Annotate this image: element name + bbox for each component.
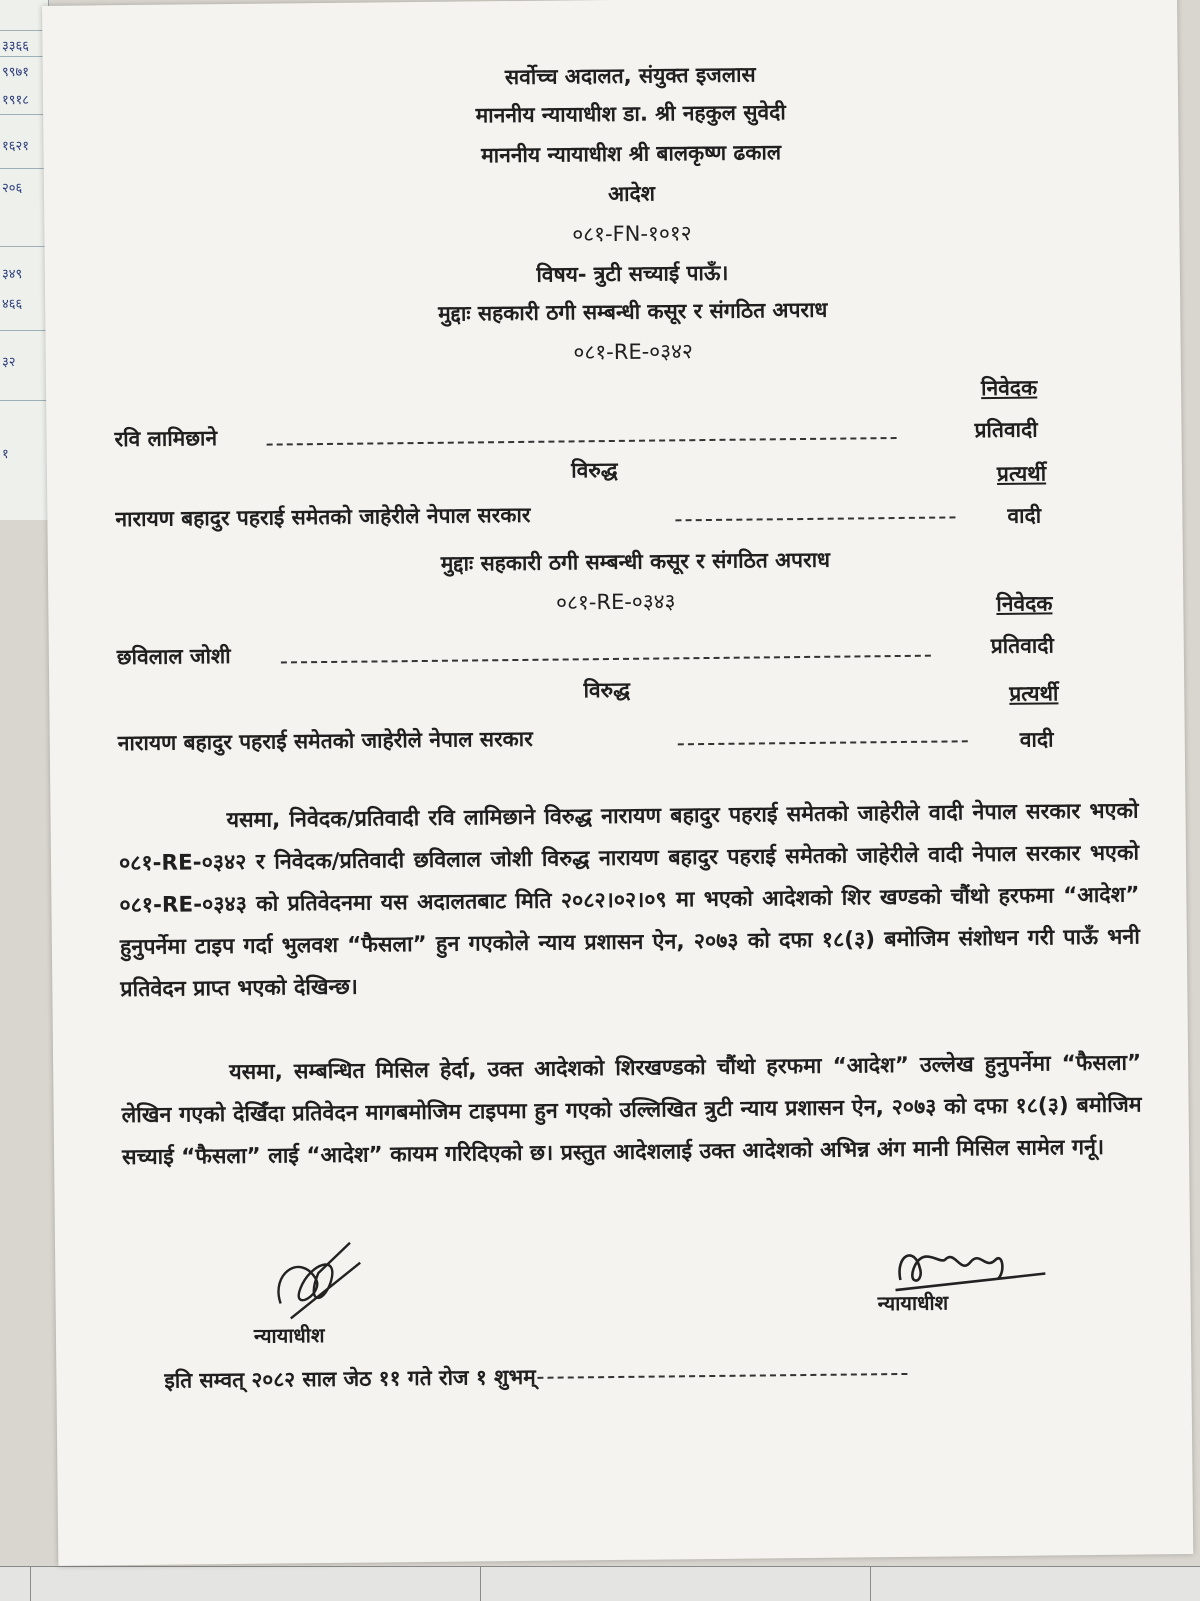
ledger-number: ४६६ <box>2 297 23 312</box>
right-signature-label: न्यायाधीश <box>877 1290 949 1316</box>
ledger-rule <box>0 114 48 115</box>
paragraph-indent <box>119 827 227 828</box>
case2-matter: मुद्दाः सहकारी ठगी सम्बन्धी कसूर र संगठित अपराध <box>440 547 831 576</box>
ledger-rule <box>0 168 48 169</box>
case1-role-petitioner: निवेदक <box>980 375 1038 401</box>
case1-respondent: नारायण बहादुर पहराई समेतको जाहेरीले नेपाल सरकार <box>115 502 531 532</box>
dash-leader <box>538 1373 908 1379</box>
ledger-number: ३३६६ <box>2 39 30 54</box>
left-signature-label: न्यायाधीश <box>253 1323 325 1348</box>
footer-date-line <box>164 1359 908 1395</box>
case2-role-respondent: प्रत्यर्थी <box>1009 681 1059 706</box>
ledger-rule <box>0 246 48 247</box>
ledger-number: ३४९ <box>2 267 23 282</box>
case1-role-defendant: प्रतिवादी <box>974 417 1038 443</box>
table-divider <box>480 1567 481 1601</box>
order-title: आदेश <box>607 181 656 207</box>
case2-role-defendant: प्रतिवादी <box>990 633 1054 659</box>
subject-line: विषय- त्रुटी सच्याई पाऊँ। <box>536 260 729 287</box>
left-signature <box>260 1233 371 1334</box>
case2-respondent: नारायण बहादुर पहराई समेतको जाहेरीले नेपाल सरकार <box>117 726 533 756</box>
ledger-rule <box>0 30 48 31</box>
paragraph-1-text: यसमा, निवेदक/प्रतिवादी रवि लामिछाने विरुद्ध नारायण बहादुर पहराई समेतको जाहेरीले वादी नेपाल सरकार भएको ०८१-RE-०३४२ र निवेदक/प्रतिवादी छविलाल जोशी विरुद्ध नारायण बहादुर पहराई समेतको जाहेरीले वादी नेपाल सरकार भएको ०८१-RE-०३४३ को प्रतिवेदनमा यस अदालतबाट मिति २०८२।०२।०९ मा भएको आदेशको शिर खण्डको चौंथो हरफमा “आदेश” हुनुपर्नेमा टाइप गर्दा भुलवश “फैसला” हुन गएकोले न्याय प्रशासन ऐन, २०७३ को दफा १८(३) बमोजिम संशोधन गरी पाऊँ भनी प्रतिवेदन प्राप्त भएको देखिन्छ। <box>118 798 1140 1003</box>
case1-versus: विरुद्ध <box>571 457 618 483</box>
case2-versus: विरुद्ध <box>583 677 631 703</box>
case1-role-plaintiff: वादी <box>1007 503 1042 528</box>
paragraph-indent <box>121 1079 229 1080</box>
case-number: ०८१-FN-१०१२ <box>572 221 692 247</box>
table-divider <box>30 1567 31 1601</box>
paragraph-2-text: यसमा, सम्बन्धित मिसिल हेर्दा, उक्त आदेशको शिरखण्डको चौंथो हरफमा “आदेश” उल्लेख हुनुपर्नेमा “फैसला” लेखिन गएको देखिँदा प्रतिवेदन मागबमोजिम टाइपमा हुन गएको उल्लिखित त्रुटी न्याय प्रशासन ऐन, २०७३ को दफा १८(३) बमोजिम सच्याई “फैसला” लाई “आदेश” कायम गरिदिएको छ। प्रस्तुत आदेशलाई उक्त आदेशको अभिन्न अंग मानी मिसिल सामेल गर्नू। <box>121 1050 1142 1171</box>
justice-2: माननीय न्यायाधीश श्री बालकृष्ण ढकाल <box>481 140 782 168</box>
table-divider <box>870 1567 871 1601</box>
ledger-rule <box>0 56 48 57</box>
background-ledger <box>0 0 49 520</box>
ledger-number: ९९७१ <box>2 65 30 80</box>
ledger-number: १ <box>2 447 9 462</box>
footer-date-text: इति सम्वत् २०८२ साल जेठ ११ गते रोज १ शुभम् <box>164 1364 536 1393</box>
case2-role-plaintiff: वादी <box>1019 727 1054 752</box>
ledger-number: १९१८ <box>2 93 30 108</box>
dash-leader <box>678 740 968 745</box>
case2-role-petitioner: निवेदक <box>996 591 1053 616</box>
dash-leader <box>281 655 931 664</box>
case1-number: ०८१-RE-०३४२ <box>573 339 694 365</box>
dash-leader <box>675 516 955 521</box>
case2-petitioner: छविलाल जोशी <box>116 644 231 670</box>
dash-leader <box>267 437 897 446</box>
ledger-rule <box>0 400 48 401</box>
ledger-rule <box>0 330 48 331</box>
justice-1: माननीय न्यायाधीश डा. श्री नहकुल सुवेदी <box>475 100 786 128</box>
case1-petitioner: रवि लामिछाने <box>114 426 218 452</box>
ledger-number: ३२ <box>2 355 16 370</box>
order-paragraph-1 <box>118 791 1140 1012</box>
case1-matter: मुद्दाः सहकारी ठगी सम्बन्धी कसूर र संगठित अपराध <box>438 297 828 326</box>
ledger-number: २०६ <box>2 181 23 196</box>
case1-role-respondent: प्रत्यर्थी <box>996 461 1047 486</box>
ledger-number: १६२१ <box>2 139 30 154</box>
order-paragraph-2 <box>121 1042 1142 1179</box>
court-title: सर्वोच्च अदालत, संयुक्त इजलास <box>504 62 756 90</box>
case2-number: ०८१-RE-०३४३ <box>555 589 676 615</box>
background-table <box>0 1566 1200 1601</box>
court-order-document <box>42 0 1193 1566</box>
